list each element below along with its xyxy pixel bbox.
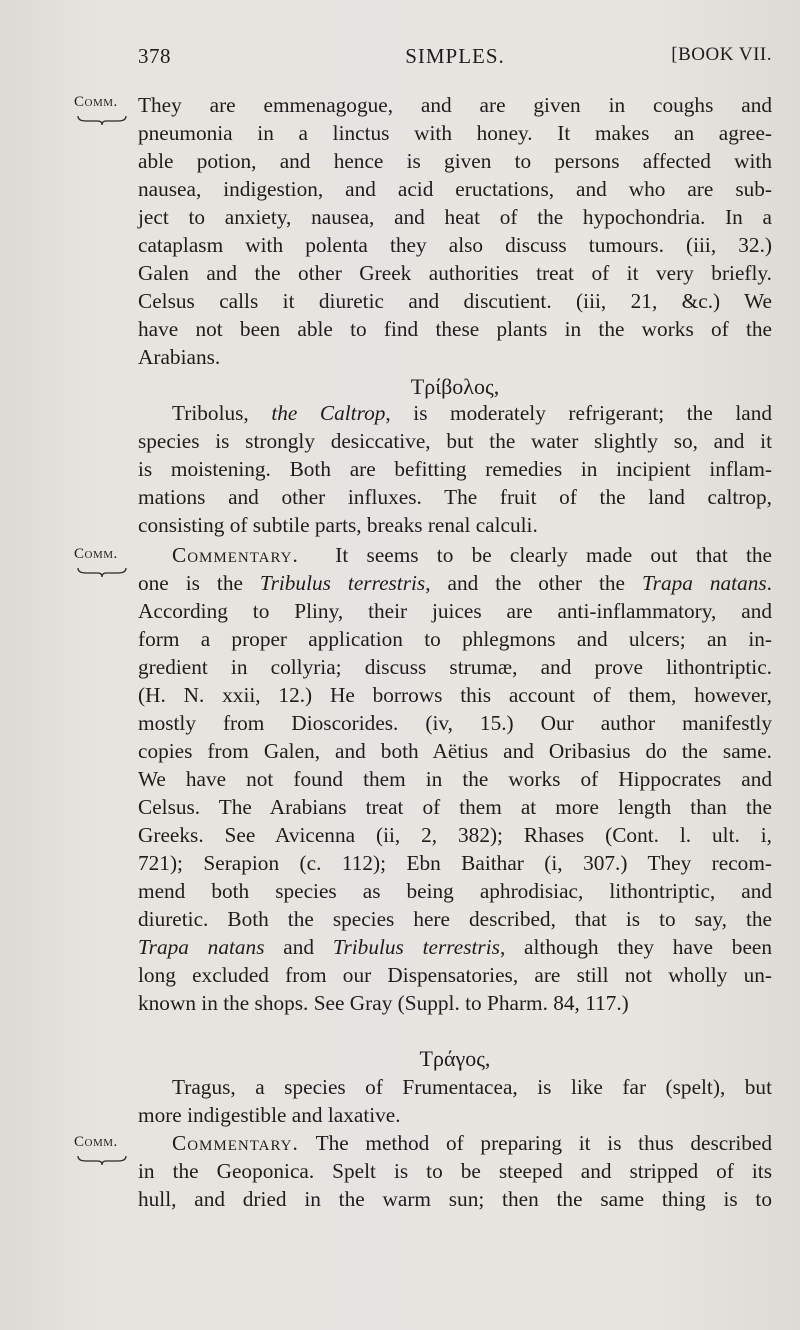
text-line: Galen and the other Greek authorities treat of it very briefly. [138,261,772,285]
text-line: According to Pliny, their juices are anti-inflammatory, and [138,599,772,623]
tribolos-line-1: Tribolus, the Caltrop, is moderately refrigerant; the land [172,401,772,425]
text-line: able potion, and hence is given to persons affected with [138,149,772,173]
text-line: have not been able to find these plants in the works of the [138,317,772,341]
text-line: is moistening. Both are befitting remedies in incipient inflam- [138,457,772,481]
text-line: long excluded from our Dispensatories, are still not wholly un- [138,963,772,987]
page-number: 378 [138,44,171,68]
text-line: mations and other influxes. The fruit of the land caltrop, [138,485,772,509]
italic-term: the Caltrop [271,401,386,425]
margin-brace-icon [76,566,128,578]
commentary-first-line [172,541,772,569]
text-line: ject to anxiety, nausea, and heat of the hypochondria. In a [138,205,772,229]
italic-term: Trapa natans [641,571,767,595]
text-line: pneumonia in a linctus with honey. It makes an agree- [138,121,772,145]
text-line [172,399,772,427]
text-line: in the Geoponica. Spelt is to be steeped and stripped of its [138,1159,772,1183]
text-line: gredient in collyria; discuss strumæ, and prove lithontriptic. [138,655,772,679]
page-header [138,44,772,74]
margin-note-comm-2: Comm. [74,546,118,562]
commentary-text: The method of preparing it is thus described [315,1131,772,1155]
section-heading-tragos: Τράγος, [419,1046,491,1071]
text-line: They are emmenagogue, and are given in coughs and [138,93,772,117]
margin-brace-icon [76,114,128,126]
margin-note-comm-1: Comm. [74,94,118,110]
italic-term: Tribulus terrestris [332,935,500,959]
commentary-text: It seems to be clearly made out that the [335,543,772,567]
text-line: more indigestible and laxative. [138,1103,401,1127]
margin-note-comm-3: Comm. [74,1134,118,1150]
text-line: nausea, indigestion, and acid eructations, and who are sub- [138,177,772,201]
text-line: Arabians. [138,345,221,369]
text-line: hull, and dried in the warm sun; then the same thing is to [138,1187,772,1211]
commentary-label: Commentary. [172,1131,299,1155]
text-line: Greeks. See Avicenna (ii, 2, 382); Rhases (Cont. l. ult. i, [138,823,772,847]
text-line: (H. N. xxii, 12.) He borrows this account of them, however, [138,683,772,707]
text-line: We have not found them in the works of Hippocrates and [138,767,772,791]
text-line: copies from Galen, and both Aëtius and Oribasius do the same. [138,739,772,763]
text-line: species is strongly desiccative, but the water slightly so, and it [138,429,772,453]
text-line: one is the Tribulus terrestris, and the other the Trapa natans. [138,571,772,595]
margin-brace-icon [76,1154,128,1166]
text-line: diuretic. Both the species here described, that is to say, the [138,907,772,931]
text-line: mend both species as being aphrodisiac, lithontriptic, and [138,879,772,903]
text-line: Celsus calls it diuretic and discutient. (iii, 21, &c.) We [138,289,772,313]
section-heading-tribolos: Τρίβολος, [410,374,500,399]
text-line: form a proper application to phlegmons and ulcers; an in- [138,627,772,651]
text-line: cataplasm with polenta they also discuss tumours. (iii, 32.) [138,233,772,257]
italic-term: Trapa natans [138,935,265,959]
text-line: Tragus, a species of Frumentacea, is like far (spelt), but [172,1075,772,1099]
commentary-label: Commentary. [172,543,299,567]
text-line: Trapa natans and Tribulus terrestris, although they have been [138,935,772,959]
text-line: mostly from Dioscorides. (iv, 15.) Our author manifestly [138,711,772,735]
commentary-first-line [172,1129,772,1157]
book-indicator: [BOOK VII. [671,44,772,65]
italic-term: Tribulus terrestris [259,571,426,595]
text-line: known in the shops. See Gray (Suppl. to Pharm. 84, 117.) [138,991,629,1015]
text-line: 721); Serapion (c. 112); Ebn Baithar (i, 307.) They recom- [138,851,772,875]
text-line: consisting of subtile parts, breaks renal calculi. [138,513,538,537]
running-title: SIMPLES. [405,44,505,68]
text-line: Celsus. The Arabians treat of them at more length than the [138,795,772,819]
